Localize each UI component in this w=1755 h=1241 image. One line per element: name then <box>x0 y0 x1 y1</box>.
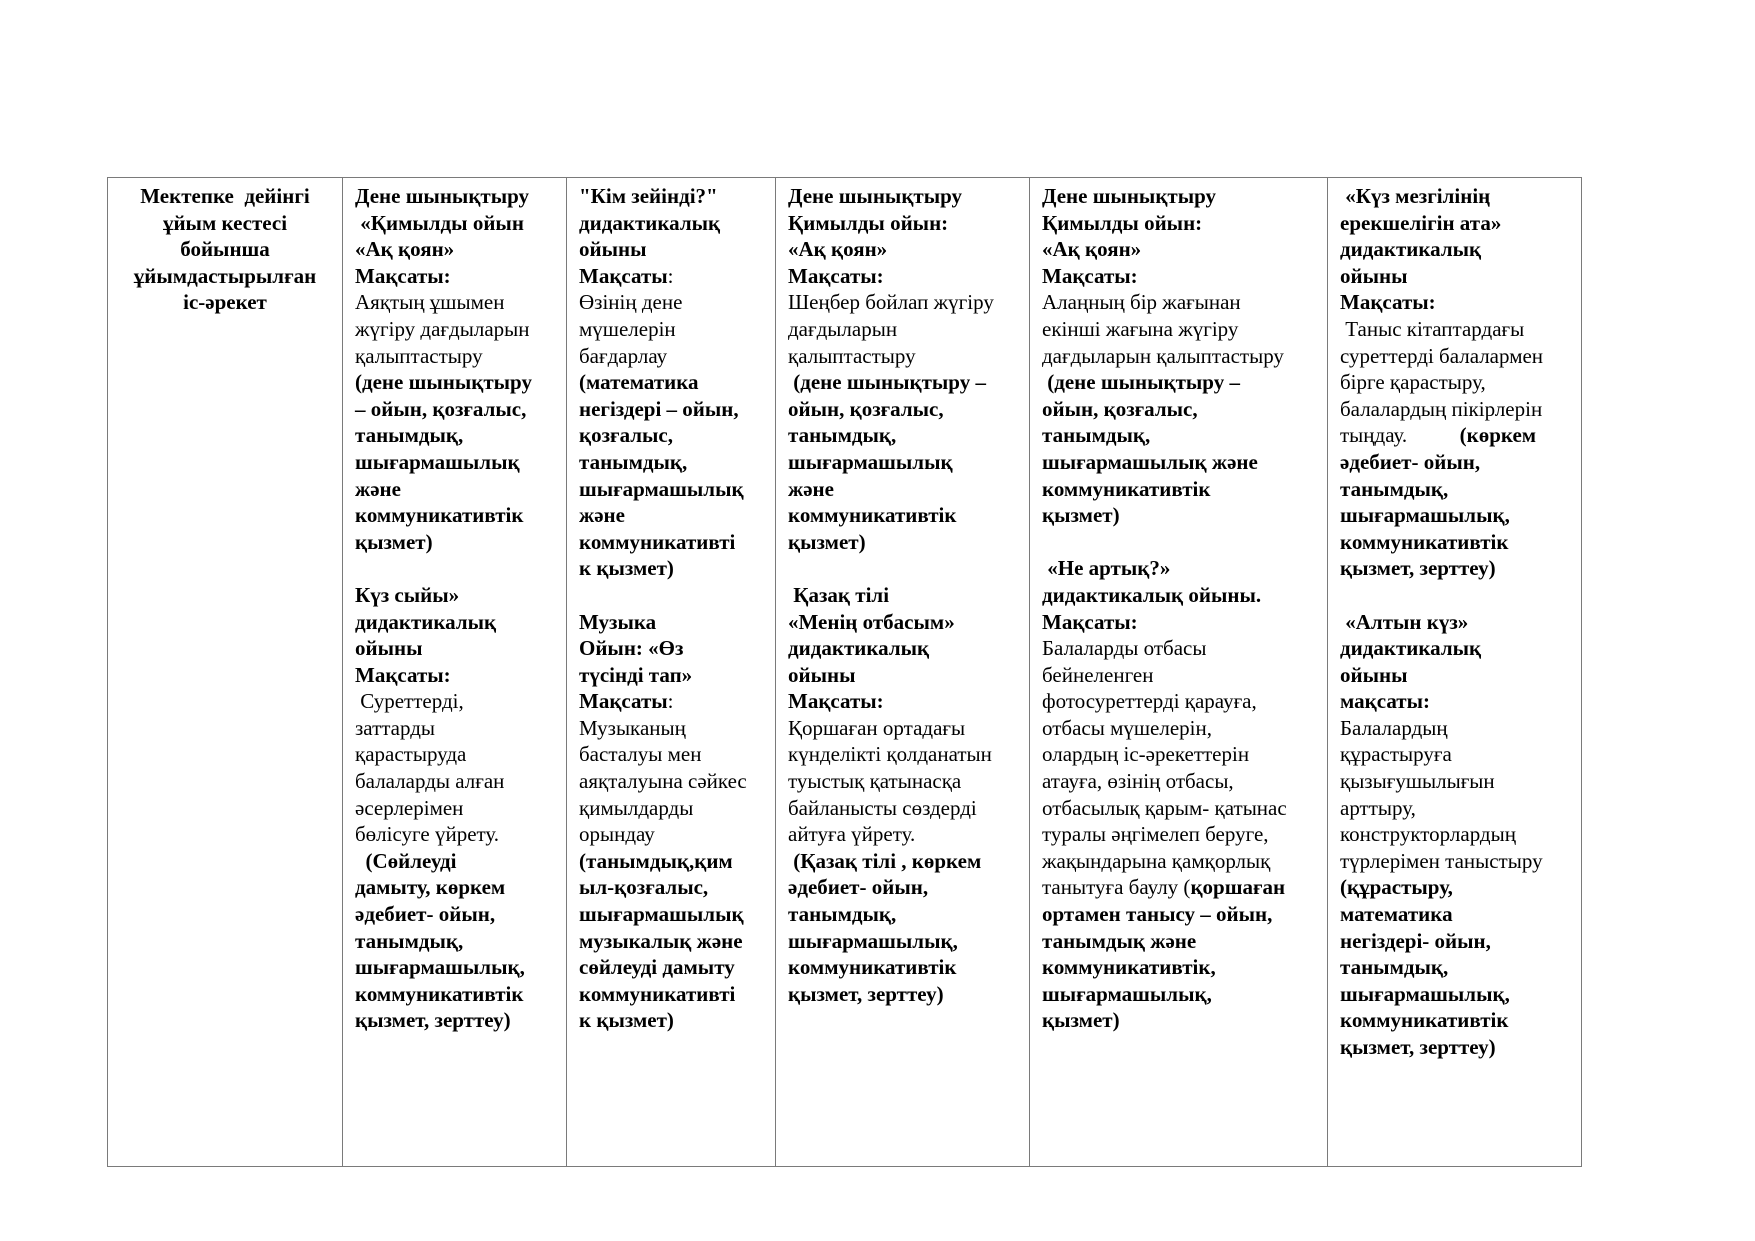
cell-line: қызмет, зерттеу) <box>1340 556 1496 581</box>
cell-line: шығармашылық, <box>1340 981 1510 1006</box>
cell-line-tail: (көркем <box>1459 423 1537 448</box>
cell-line: және <box>579 503 625 528</box>
cell-line: Өзінің дене <box>579 290 683 315</box>
cell-line <box>579 582 769 609</box>
cell-line: Қазақ тілі <box>788 582 890 607</box>
cell-line: қызмет) <box>788 529 866 554</box>
cell-line: (дене шынықтыру <box>355 370 532 395</box>
cell-line: музыкалық және <box>579 928 743 953</box>
cell-line: танымдық, <box>1340 955 1449 980</box>
cell-line: қызмет, зерттеу) <box>1340 1035 1496 1059</box>
cell-line: танымдық, <box>1340 476 1449 501</box>
cell-line: «Қимылды ойын <box>355 210 524 235</box>
cell-line: Мақсаты: <box>788 689 884 714</box>
cell-line: к қызмет) <box>579 556 674 581</box>
cell-line: конструкторлардың <box>1340 822 1516 847</box>
cell-line: заттарды <box>355 715 436 740</box>
cell-line: ойын, қозғалыс, <box>1042 396 1198 421</box>
cell-line: шығармашылық <box>355 449 520 474</box>
cell-line: Мақсаты: <box>355 662 451 687</box>
cell-line: құрастыруға <box>1340 742 1452 767</box>
cell-line <box>1340 422 1575 449</box>
cell-line: ойыны <box>1340 662 1408 687</box>
cell-line: (математика <box>579 370 699 395</box>
cell-line: олардың іс-әрекеттерін <box>1042 742 1250 767</box>
cell-day-5 <box>1328 178 1582 1167</box>
cell-line: коммуникативтік <box>355 503 524 528</box>
cell-line: ұйымдастырылған <box>133 263 317 288</box>
cell-day-3 <box>776 178 1030 1167</box>
cell-line: бірге қарастыру, <box>1340 370 1486 395</box>
cell-line: қозғалыс, <box>579 423 674 448</box>
cell-line-tail: : <box>667 689 674 714</box>
cell-line: әдебиет- ойын, <box>1340 449 1481 474</box>
cell-line: танымдық, <box>355 928 464 953</box>
cell-line: Мақсаты: <box>1042 263 1138 288</box>
cell-line: ойыны <box>355 636 423 661</box>
cell-line: түрлерімен таныстыру <box>1340 848 1543 873</box>
cell-line: әдебиет- ойын, <box>788 875 929 900</box>
cell-line <box>1340 582 1575 609</box>
cell-line: Мақсаты: <box>355 263 451 288</box>
cell-line: суреттерді балалармен <box>1340 343 1544 368</box>
table-row <box>108 178 1582 1167</box>
cell-line: дидактикалық <box>1340 636 1482 661</box>
cell-line: дамыту, көркем <box>355 875 506 900</box>
cell-line: туыстық қатынасқа <box>788 769 962 794</box>
cell-line: Дене шынықтыру <box>1042 184 1217 208</box>
cell-line: балалардың пікірлерін <box>1340 396 1543 421</box>
cell-line: Алаңның бір жағынан <box>1042 290 1241 315</box>
cell-line: Шеңбер бойлап жүгіру <box>788 290 994 315</box>
cell-line: жүгіру дағдыларын <box>355 316 530 341</box>
cell-line: коммуникативті <box>579 981 736 1006</box>
cell-line: дидактикалық <box>1340 237 1482 262</box>
cell-line <box>1042 874 1321 901</box>
cell-line-text: тыңдау. <box>1340 423 1460 448</box>
cell-line: бойынша <box>180 237 270 262</box>
cell-line: әдебиет- ойын, <box>355 902 496 927</box>
cell-line: қызмет, зерттеу) <box>355 1008 511 1033</box>
cell-line: – ойын, қозғалыс, <box>355 396 527 421</box>
cell-line: байланысты сөздерді <box>788 795 977 820</box>
cell-line: (құрастыру, <box>1340 875 1453 900</box>
cell-day-2 <box>567 178 776 1167</box>
cell-line: (дене шынықтыру – <box>1042 370 1240 395</box>
cell-line: аяқталуына сәйкес <box>579 769 747 794</box>
cell-line-text: Мақсаты <box>579 689 668 714</box>
cell-line <box>1042 529 1321 556</box>
cell-line: Мақсаты: <box>1042 609 1138 634</box>
cell-line: коммуникативтік, <box>1042 955 1216 980</box>
cell-line: қалыптастыру <box>355 343 483 368</box>
cell-line: дағдыларын қалыптастыру <box>1042 343 1284 368</box>
cell-line: танымдық, <box>355 423 464 448</box>
cell-line: (танымдық,қим <box>579 848 733 873</box>
cell-line: шығармашылық, <box>355 955 525 980</box>
cell-line: ортамен танысу – ойын, <box>1042 902 1273 927</box>
cell-line: арттыру, <box>1340 795 1416 820</box>
cell-line: шығармашылық <box>579 476 744 501</box>
cell-line: «Алтын күз» <box>1340 609 1469 634</box>
cell-line: коммуникативтік <box>355 981 524 1006</box>
cell-line: және <box>788 476 834 501</box>
cell-line: қызмет) <box>355 529 433 554</box>
cell-line: ойыны <box>788 662 856 687</box>
cell-line: ойыны <box>579 237 647 262</box>
cell-line: негіздері- ойын, <box>1340 928 1491 953</box>
cell-line: күнделікті қолданатын <box>788 742 992 767</box>
cell-line: танымдық, <box>788 902 897 927</box>
cell-line: отбасы мүшелерін, <box>1042 715 1212 740</box>
cell-line: ойыны <box>1340 263 1408 288</box>
cell-line-text: танытуға баулу ( <box>1042 875 1191 900</box>
cell-line: орындау <box>579 822 655 847</box>
cell-line: сөйлеуді дамыту <box>579 955 735 980</box>
cell-line: шығармашылық, <box>1340 503 1510 528</box>
cell-line: к қызмет) <box>579 1008 674 1033</box>
cell-line: ыл-қозғалыс, <box>579 875 709 900</box>
cell-line: коммуникативтік <box>1340 529 1509 554</box>
cell-line: ойын, қозғалыс, <box>788 396 944 421</box>
cell-line: дидактикалық <box>788 636 930 661</box>
cell-line: математика <box>1340 902 1453 927</box>
cell-line: жақындарына қамқорлық <box>1042 848 1271 873</box>
cell-line: (дене шынықтыру – <box>788 370 986 395</box>
cell-line: мақсаты: <box>1340 689 1430 714</box>
cell-line: Мектепке дейінгі <box>140 184 310 208</box>
cell-line: Дене шынықтыру <box>355 184 530 208</box>
cell-line: туралы әңгімелеп беруге, <box>1042 822 1269 847</box>
cell-line: Балалардың <box>1340 715 1448 740</box>
cell-line: дидактикалық ойыны. <box>1042 582 1262 607</box>
cell-line: дидактикалық <box>355 609 497 634</box>
cell-line: Музыка <box>579 609 657 634</box>
cell-line: балаларды алған <box>355 769 505 794</box>
cell-line: «Не артық?» <box>1042 556 1171 581</box>
cell-line: «Ақ қоян» <box>1042 237 1142 262</box>
cell-line: әсерлерімен <box>355 795 464 820</box>
cell-line: екінші жағына жүгіру <box>1042 316 1239 341</box>
cell-line: атауға, өзінің отбасы, <box>1042 769 1234 794</box>
cell-line: қалыптастыру <box>788 343 916 368</box>
cell-line: коммуникативтік <box>788 955 957 980</box>
cell-line: «Күз мезгілінің <box>1340 184 1491 208</box>
cell-line: ерекшелігін ата» <box>1340 210 1502 235</box>
cell-line: түсінді тап» <box>579 662 693 687</box>
cell-line: шығармашылық, <box>1042 981 1212 1006</box>
cell-activity-label <box>108 178 343 1167</box>
cell-line: танымдық және <box>1042 928 1197 953</box>
cell-line: Балаларды отбасы <box>1042 636 1207 661</box>
cell-line: коммуникативтік <box>1042 476 1211 501</box>
cell-line: коммуникативті <box>579 529 736 554</box>
cell-line-tail: қоршаған <box>1190 875 1286 900</box>
cell-line: танымдық, <box>579 449 688 474</box>
cell-line: (Қазақ тілі , көркем <box>788 848 982 873</box>
cell-line: «Ақ қоян» <box>788 237 888 262</box>
cell-line: ұйым кестесі <box>162 210 288 235</box>
cell-line <box>355 555 560 582</box>
cell-line: және <box>355 476 401 501</box>
cell-line: мүшелерін <box>579 316 676 341</box>
cell-line: Қимылды ойын: <box>1042 210 1203 235</box>
cell-line: дидактикалық <box>579 210 721 235</box>
cell-line: танымдық, <box>1042 423 1151 448</box>
cell-line-text: Мақсаты <box>579 263 668 288</box>
cell-day-1 <box>343 178 567 1167</box>
cell-line: қарастыруда <box>355 742 467 767</box>
cell-line-tail: : <box>667 263 674 288</box>
cell-line: коммуникативтік <box>1340 1008 1509 1033</box>
cell-line <box>579 688 769 715</box>
cell-line: фотосуреттерді қарауға, <box>1042 689 1257 714</box>
cell-line: қызығушылығын <box>1340 769 1495 794</box>
cell-line: шығармашылық және <box>1042 449 1258 474</box>
cell-line: Музыканың <box>579 715 686 740</box>
cell-line: негіздері – ойын, <box>579 396 739 421</box>
cell-line: отбасылық қарым- қатынас <box>1042 795 1287 820</box>
cell-line <box>579 263 769 290</box>
cell-line: дағдыларын <box>788 316 898 341</box>
cell-line: коммуникативтік <box>788 503 957 528</box>
cell-line: Ойын: «Өз <box>579 636 684 661</box>
cell-line: Таныс кітаптардағы <box>1340 316 1525 341</box>
cell-line: шығармашылық <box>579 902 744 927</box>
schedule-table <box>107 177 1582 1167</box>
cell-day-4 <box>1030 178 1328 1167</box>
cell-line: бөлісуге үйрету. <box>355 822 500 847</box>
cell-line: Қоршаған ортадағы <box>788 715 966 740</box>
cell-line: қызмет) <box>1042 1008 1120 1033</box>
cell-line: «Менің отбасым» <box>788 609 955 634</box>
cell-line: іс-әрекет <box>183 290 267 315</box>
cell-line: шығармашылық <box>788 449 953 474</box>
cell-line: қимылдарды <box>579 795 694 820</box>
cell-line: қызмет, зерттеу) <box>788 981 944 1006</box>
cell-line: (Сөйлеуді <box>355 848 457 873</box>
cell-line: айтуға үйрету. <box>788 822 916 847</box>
cell-line: бейнеленген <box>1042 662 1154 687</box>
cell-line: Қимылды ойын: <box>788 210 949 235</box>
cell-line: "Кім зейінді?" <box>579 184 718 208</box>
cell-line: бағдарлау <box>579 343 668 368</box>
cell-line: басталуы мен <box>579 742 702 767</box>
cell-line: қызмет) <box>1042 503 1120 528</box>
cell-line: «Ақ қоян» <box>355 237 455 262</box>
cell-line: танымдық, <box>788 423 897 448</box>
cell-line: Мақсаты: <box>788 263 884 288</box>
cell-line: Аяқтың ұшымен <box>355 290 505 315</box>
cell-line: Суреттерді, <box>355 689 464 714</box>
cell-line: Мақсаты: <box>1340 290 1436 315</box>
cell-line: Күз сыйы» <box>355 582 460 607</box>
cell-line: шығармашылық, <box>788 928 958 953</box>
cell-line <box>788 555 1023 582</box>
cell-line: Дене шынықтыру <box>788 184 963 208</box>
